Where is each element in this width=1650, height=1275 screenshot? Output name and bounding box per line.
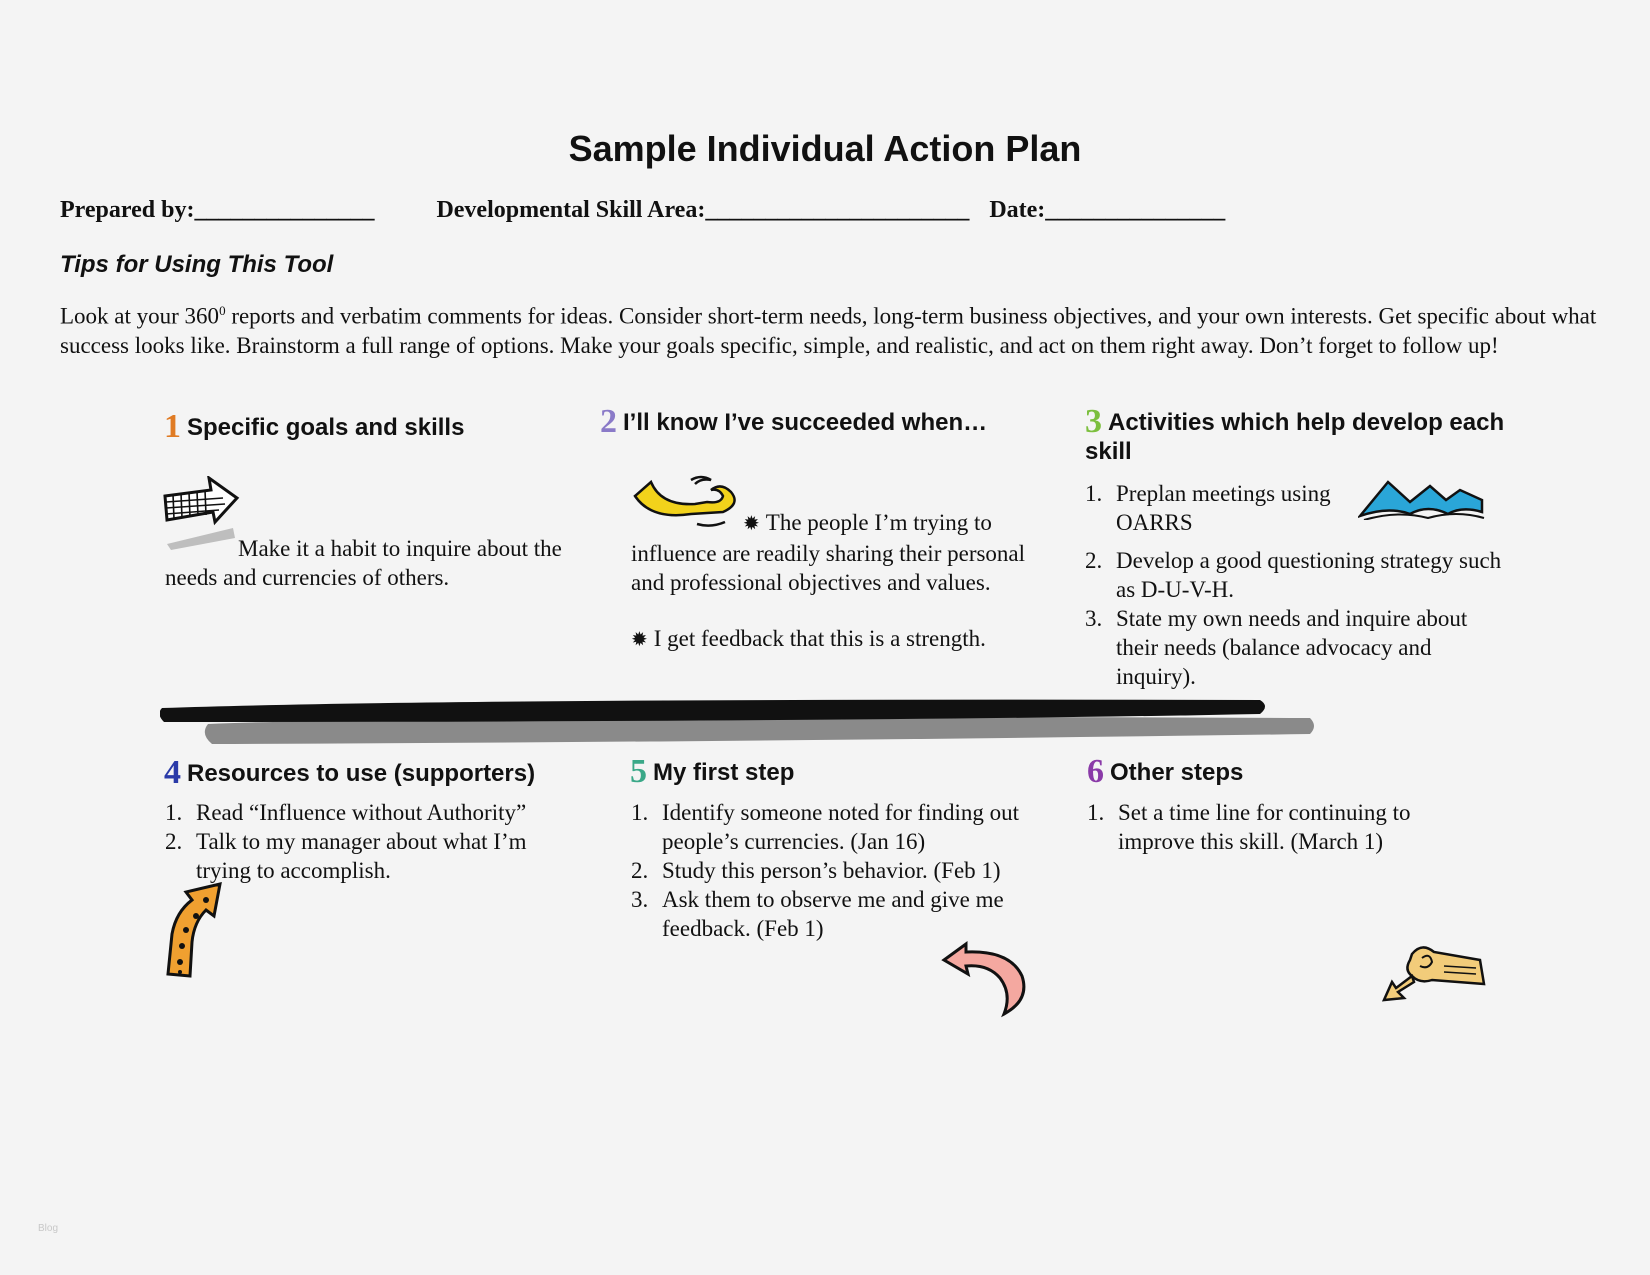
number-6-icon: 6: [1087, 753, 1104, 790]
section-6-list: [1087, 798, 1487, 856]
list-item: 3. Ask them to observe me and give me feedback. (Feb 1): [631, 887, 1004, 941]
section-1-heading: 1 Specific goals and skills: [164, 408, 465, 445]
number-1-icon: 1: [164, 408, 181, 445]
section-4-heading: 4 Resources to use (supporters): [164, 754, 536, 791]
list-item: 2. Talk to my manager about what I’m trying to accomplish.: [165, 829, 527, 883]
list-item: 1. Read “Influence without Authority”: [165, 800, 527, 825]
bullet-icon: ✹: [743, 513, 760, 535]
form-fields: [60, 197, 1225, 224]
date-field[interactable]: Date:_______________: [989, 197, 1226, 223]
list-item: 2. Develop a good questioning strategy such as D-U-V-H.: [1085, 548, 1502, 602]
watermark: Blog: [38, 1223, 59, 1234]
number-2-icon: 2: [600, 403, 617, 440]
section-2-heading: 2 I’ll know I’ve succeeded when…: [600, 403, 988, 440]
number-4-icon: 4: [164, 754, 181, 791]
section-4-list: [165, 798, 585, 885]
page-title: Sample Individual Action Plan: [568, 128, 1082, 169]
list-item: 1. Identify someone noted for finding out people’s currencies. (Jan 16): [631, 800, 1020, 854]
section-1-text: Make it a habit to inquire about the needs and currencies of others.: [165, 536, 562, 590]
waves-icon: [1358, 476, 1486, 520]
section-3-heading: 3 Activities which help develop each skill: [1085, 403, 1505, 465]
section-2-item-2: ✹ I get feedback that this is a strength.: [631, 626, 986, 651]
list-item: 3. State my own needs and inquire about their needs (balance advocacy and inquiry).: [1085, 606, 1468, 689]
bullet-icon: ✹: [631, 629, 648, 651]
list-item: 2. Study this person’s behavior. (Feb 1): [631, 858, 1001, 883]
curved-arrow-icon: [940, 940, 1036, 1018]
number-3-icon: 3: [1085, 403, 1102, 440]
section-5-list: [631, 798, 1051, 943]
number-5-icon: 5: [630, 753, 647, 790]
section-5-heading: 5 My first step: [630, 753, 795, 790]
section-6-heading: 6 Other steps: [1087, 753, 1244, 790]
scroll-arrow-icon: [1382, 940, 1486, 1004]
skill-area-field[interactable]: Developmental Skill Area:______________________: [436, 197, 970, 223]
list-item: 1. Preplan meetings using OARRS: [1085, 481, 1331, 535]
tips-heading: Tips for Using This Tool: [60, 251, 334, 278]
prepared-by-field[interactable]: Prepared by:_______________: [60, 197, 375, 223]
section-3-items-rest: [1085, 546, 1505, 691]
divider-stroke: [160, 694, 1320, 750]
list-item: 1. Set a time line for continuing to improve this skill. (March 1): [1087, 800, 1411, 854]
section-2-item-1: ✹ The people I’m trying to influence are readily sharing their personal and professional objectives and values.: [631, 510, 1026, 595]
tips-intro: Look at your $360^0$ reports and verbatim comments for ideas. Consider short-term needs, long-term business objectives, and your own interests. Get specific about what success looks like. Brainstorm a full range of options. Make your goals specific, simple, and realistic, and act on them right away. Don’t forget to follow up!: [60, 303, 1597, 358]
spotted-arrow-icon: [162, 882, 232, 978]
section-3-item-1: [1085, 479, 1335, 537]
